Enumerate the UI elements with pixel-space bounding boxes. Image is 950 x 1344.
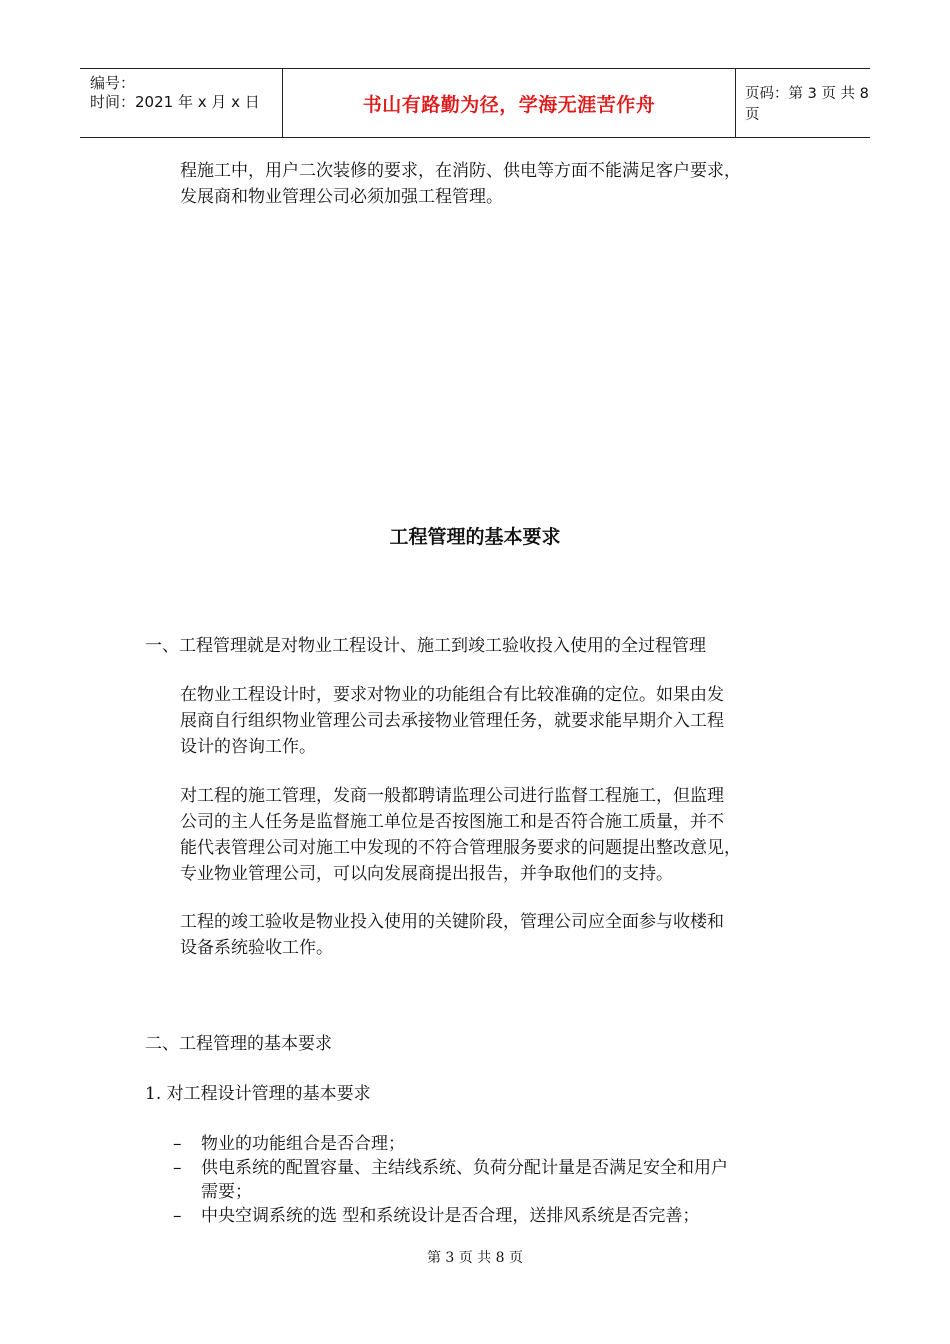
paragraph-line: 展商自行组织物业管理公司去承接物业管理任务，就要求能早期介入工程 — [180, 711, 724, 731]
bullet-item-continued: 需要； — [201, 1182, 252, 1202]
section1-heading: 一、工程管理就是对物业工程设计、施工到竣工验收投入使用的全过程管理 — [145, 636, 706, 656]
paragraph-line: 设计的咨询工作。 — [180, 737, 316, 757]
bullet-item: 供电系统的配置容量、主结线系统、负荷分配计量是否满足安全和用户 — [201, 1158, 728, 1178]
header-page-info: 页码：第 3 页 共 8 页 — [745, 86, 869, 123]
bullet-dash: – — [173, 1158, 182, 1178]
paragraph-line: 专业物业管理公司，可以向发展商提出报告，并争取他们的支持。 — [180, 864, 673, 884]
document-time-label: 时间：2021 年 x 月 x 日 — [90, 93, 260, 111]
intro-line: 程施工中，用户二次装修的要求，在消防、供电等方面不能满足客户要求， — [180, 161, 741, 181]
bullet-item: 物业的功能组合是否合理； — [201, 1134, 405, 1154]
paragraph-line: 对工程的施工管理，发商一般都聘请监理公司进行监督工程施工，但监理 — [180, 786, 724, 806]
header-motto-cell — [282, 69, 736, 137]
page-footer: 第 3 页 共 8 页 — [426, 1250, 524, 1266]
paragraph-line: 设备系统验收工作。 — [180, 938, 333, 958]
bullet-dash: – — [173, 1206, 182, 1226]
bullet-dash: – — [173, 1134, 182, 1154]
paragraph-line: 在物业工程设计时，要求对物业的功能组合有比较准确的定位。如果由发 — [180, 685, 724, 705]
header-motto: 书山有路勤为径，学海无涯苦作舟 — [362, 93, 656, 116]
paragraph-line: 能代表管理公司对施工中发现的不符合管理服务要求的问题提出整改意见， — [180, 838, 741, 858]
section-title: 工程管理的基本要求 — [389, 526, 561, 548]
header-info-cell — [80, 69, 282, 137]
document-number-label: 编号： — [90, 74, 136, 92]
subsection-heading: 1. 对工程设计管理的基本要求 — [145, 1084, 371, 1104]
paragraph-line: 工程的竣工验收是物业投入使用的关键阶段，管理公司应全面参与收楼和 — [180, 912, 724, 932]
bullet-item: 中央空调系统的选 型和系统设计是否合理，送排风系统是否完善； — [201, 1206, 700, 1226]
paragraph-line: 公司的主人任务是监督施工单位是否按图施工和是否符合施工质量，并不 — [180, 812, 724, 832]
intro-line: 发展商和物业管理公司必须加强工程管理。 — [180, 187, 503, 207]
section2-heading: 二、工程管理的基本要求 — [145, 1034, 332, 1054]
header-page-cell — [735, 69, 870, 137]
page-header — [80, 68, 870, 138]
